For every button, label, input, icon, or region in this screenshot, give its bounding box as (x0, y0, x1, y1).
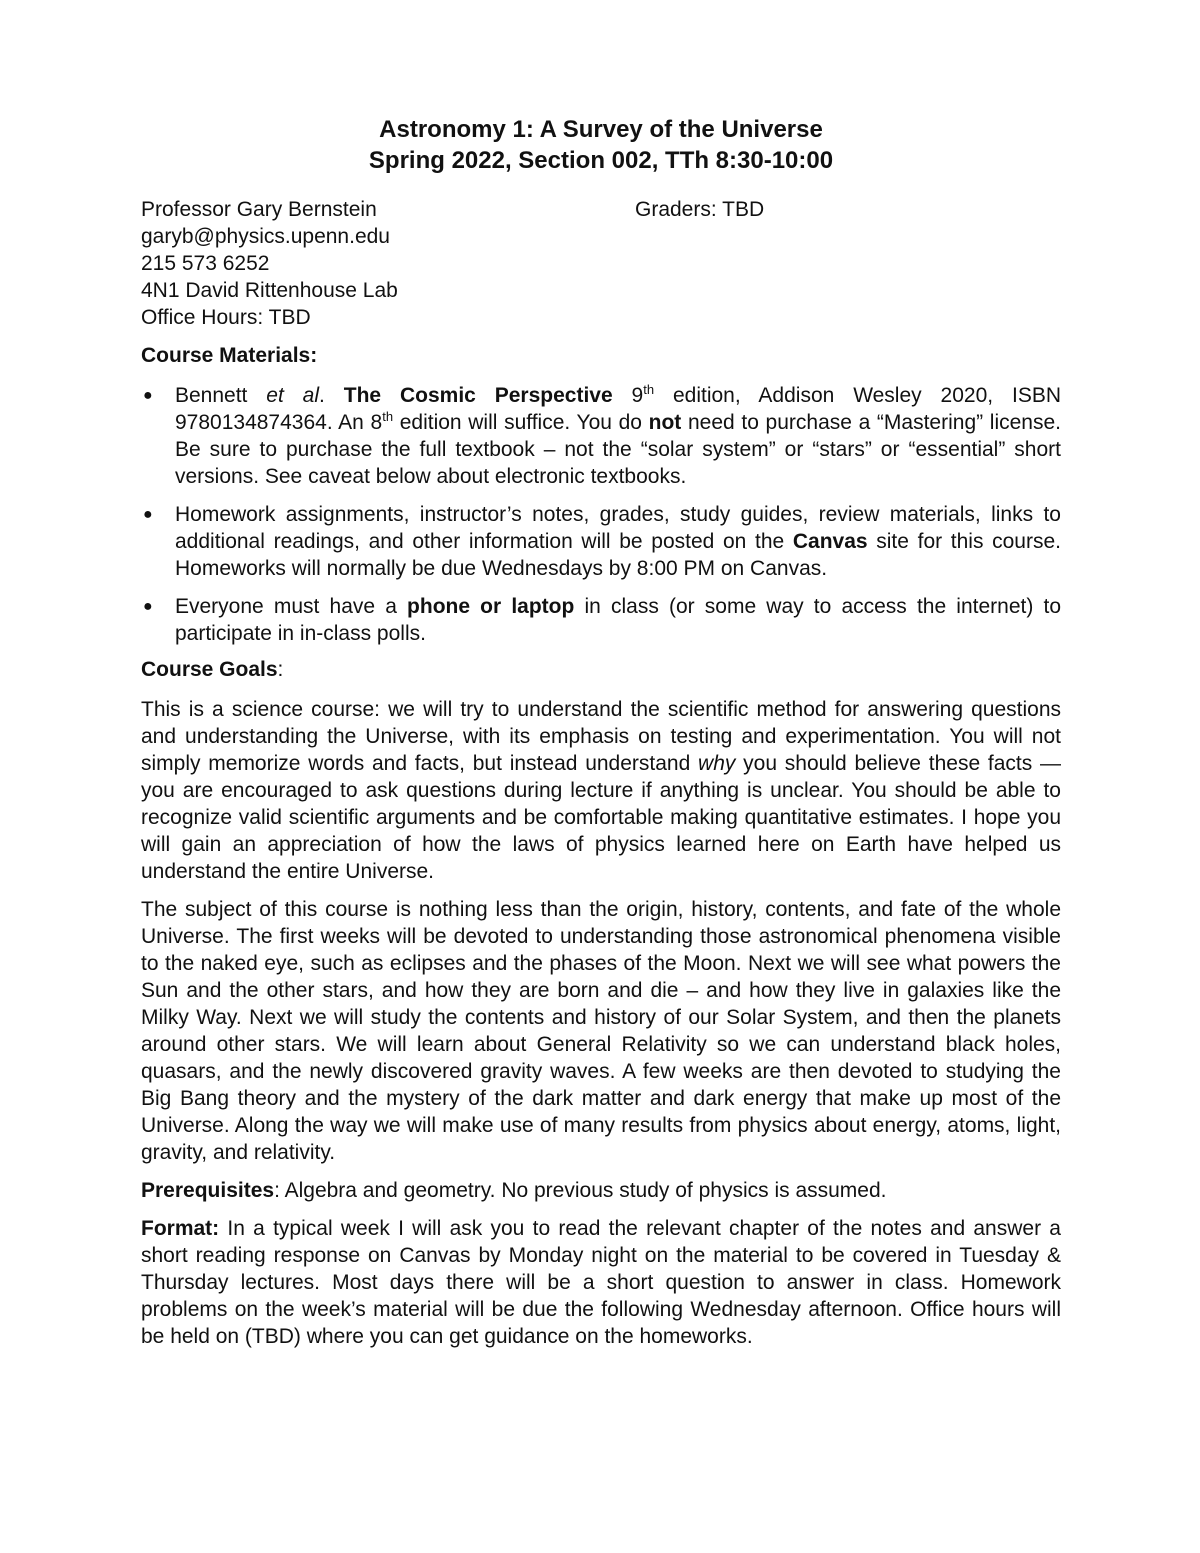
textbook-title: The Cosmic Perspective (343, 384, 613, 407)
office-hours: Office Hours: TBD (141, 306, 311, 329)
bullet-icon: ● (143, 598, 153, 615)
bullet-icon: ● (143, 387, 153, 404)
professor-name: Professor Gary Bernstein (141, 198, 377, 221)
graders-info (635, 196, 764, 223)
materials-item-textbook: ● Bennett et al. The Cosmic Perspective 9th edition, Addison Wesley 2020, ISBN 9780134874364. An 8th edition will suffice. You do not need to purchase a “Mastering” license. Be sure to purchase the full textbook – not the “solar system” or “stars” or “essential” short versions. See caveat below about electronic textbooks. (143, 382, 1061, 488)
course-materials-heading: Course Materials: (141, 344, 318, 367)
bullet-icon: ● (143, 506, 153, 523)
goals-paragraph-1: This is a science course: we will try to understand the scientific method for answering questions and understanding the Universe, with its emphasis on testing and experimentation. You will not simply memorize words and facts, but instead understand why you should believe these facts — you are encouraged to ask questions during lecture if anything is unclear. You should be able to recognize valid scientific arguments and be comfortable making quantitative estimates. I hope you will gain an appreciation of how the laws of physics learned here on Earth have helped us understand the entire Universe. (141, 698, 1062, 883)
course-title: Astronomy 1: A Survey of the Universe (379, 116, 823, 143)
goals-paragraph-2: The subject of this course is nothing less than the origin, history, contents, and fate of the whole Universe. The first weeks will be devoted to understanding those astronomical phenomena visible to the naked eye, such as eclipses and the phases of the Moon. Next we will see what powers the Sun and the other stars, and how they are born and die – and how they live in galaxies like the Milky Way. Next we will study the contents and history of our Solar System, and then the planets around other stars. We will learn about General Relativity so we can understand black holes, quasars, and the newly discovered gravity waves. A few weeks are then devoted to studying the Big Bang theory and the mystery of the dark matter and dark energy that make up most of the Universe. Along the way we will make use of many results from physics about energy, atoms, light, gravity, and relativity. (141, 898, 1061, 1164)
professor-contact (141, 196, 398, 331)
course-term-line: Spring 2022, Section 002, TTh 8:30-10:00 (368, 147, 834, 174)
professor-email: garyb@physics.upenn.edu (141, 225, 390, 248)
format-paragraph: Format: In a typical week I will ask you to read the relevant chapter of the notes and answer a short reading response on Canvas by Monday night on the material to be covered in Tuesday & Thursday lectures. Most days there will be a short question to answer in class. Homework problems on the week’s material will be due the following Wednesday afternoon. Office hours will be held on (TBD) where you can get guidance on the homeworks. (141, 1217, 1061, 1348)
materials-item-device: ● Everyone must have a phone or laptop in class (or some way to access the internet) to participate in in-class polls. (143, 595, 1061, 645)
title-block (141, 114, 1061, 176)
materials-item-canvas: ● Homework assignments, instructor’s notes, grades, study guides, review materials, links to additional readings, and other information will be posted on the Canvas site for this course. Homeworks will normally be due Wednesdays by 8:00 PM on Canvas. (143, 503, 1061, 580)
professor-office: 4N1 David Rittenhouse Lab (141, 279, 398, 302)
course-materials-list (141, 382, 1061, 647)
prerequisites-paragraph: Prerequisites: Algebra and geometry. No previous study of physics is assumed. (141, 1179, 887, 1202)
course-goals-heading: Course Goals: (141, 658, 284, 681)
contact-block (141, 196, 1061, 332)
syllabus-page (141, 114, 1061, 1361)
graders: Graders: TBD (635, 198, 765, 221)
professor-phone: 215 573 6252 (141, 252, 270, 275)
